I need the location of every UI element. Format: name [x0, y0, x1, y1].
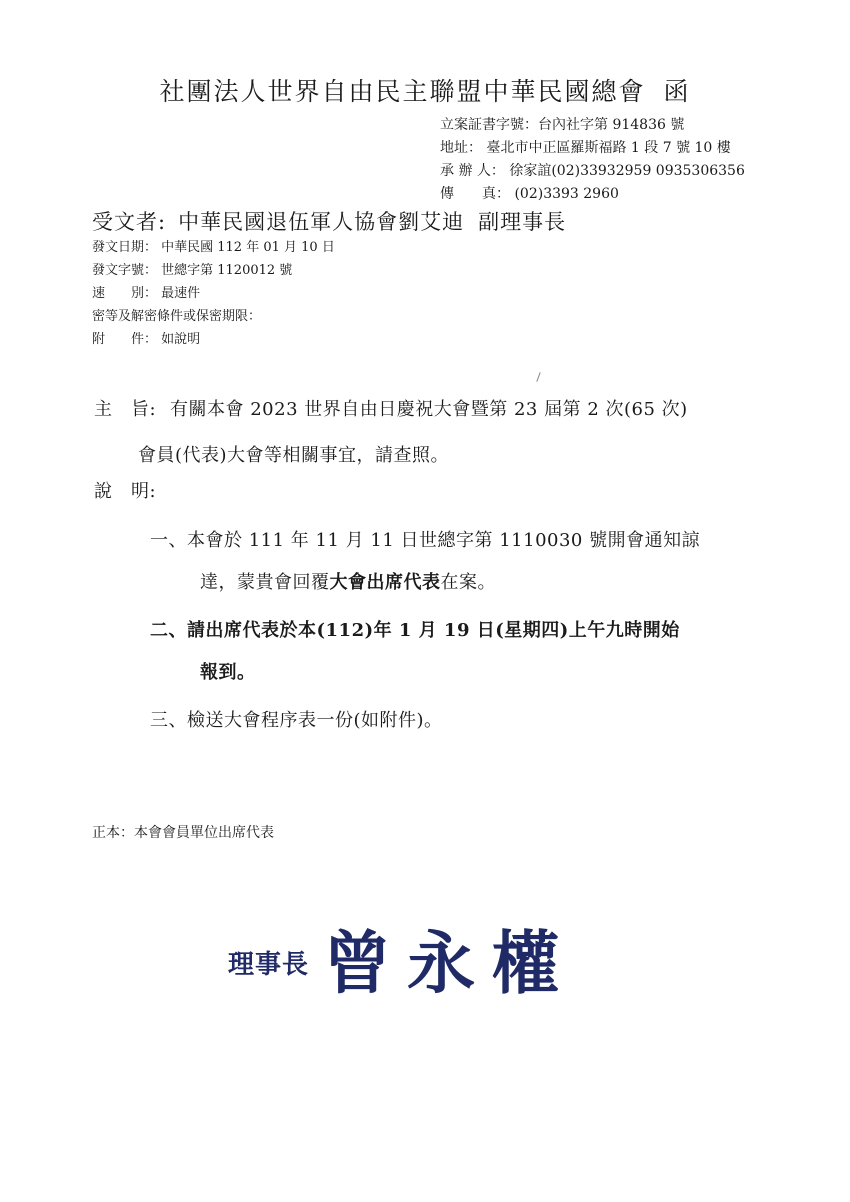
subject-section [94, 387, 688, 479]
item-2-number: 二、 [150, 620, 187, 641]
handler-contact: 承 辦 人： 徐家誼(02)33932959 0935306356 [440, 163, 745, 179]
item-2-line-2: 報到。 [200, 662, 256, 683]
item-3-line-1: 檢送大會程序表一份(如附件)。 [187, 710, 443, 731]
item-1-number: 一、 [150, 530, 187, 551]
explanation-item-3 [150, 700, 700, 742]
org-name: 社團法人世界自由民主聯盟中華民國總會 [159, 77, 646, 106]
signature-block [228, 910, 575, 1007]
signature-role: 理事長 [228, 950, 310, 980]
doc-type: 函 [663, 77, 691, 106]
document-title [0, 72, 850, 108]
org-address: 地址： 臺北市中正區羅斯福路 1 段 7 號 10 樓 [440, 140, 731, 156]
explanation-item-1 [150, 520, 700, 604]
recipient-label: 受文者: [92, 210, 167, 234]
signature-name: 曾永權 [323, 924, 576, 1004]
item-1-line-2c: 在案。 [440, 572, 496, 593]
secrecy-level: 密等及解密條件或保密期限： [92, 309, 262, 324]
recipient-role: 副理事長 [478, 210, 567, 234]
recipient-line [92, 206, 566, 236]
copy-to: 正本：本會會員單位出席代表 [92, 825, 274, 841]
subject-text-2: 會員(代表)大會等相關事宜，請查照。 [138, 445, 450, 466]
item-1-line-1: 本會於 111 年 11 月 11 日世總字第 1110030 號開會通知諒 [187, 530, 701, 551]
issue-date: 發文日期： 中華民國 112 年 01 月 10 日 [92, 240, 335, 255]
explanation-items [150, 520, 700, 748]
item-1-line-2b: 大會出席代表 [329, 572, 441, 593]
subject-line-2 [94, 433, 688, 479]
document-meta [92, 236, 335, 351]
subject-line-1 [94, 387, 688, 433]
subject-text-1: 有關本會 2023 世界自由日慶祝大會暨第 23 屆第 2 次(65 次) [170, 399, 688, 420]
fax-number: 傳 真： (02)3393 2960 [440, 186, 619, 202]
item-2-line-1: 請出席代表於本(112)年 1 月 19 日(星期四)上午九時開始 [187, 620, 680, 641]
org-info-block [440, 114, 745, 206]
scan-mark [536, 372, 540, 382]
doc-number: 發文字號： 世總字第 1120012 號 [92, 263, 293, 278]
recipient-name: 中華民國退伍軍人協會劉艾迪 [178, 210, 465, 234]
attachment-info: 附 件： 如說明 [92, 332, 201, 347]
speed-class: 速 別： 最速件 [92, 286, 201, 301]
item-3-number: 三、 [150, 710, 187, 731]
subject-head: 主 旨: [94, 399, 157, 420]
explanation-item-2 [150, 610, 700, 694]
explanation-head: 說 明: [94, 481, 157, 502]
cert-number: 立案証書字號：台內社字第 914836 號 [440, 117, 685, 133]
item-1-line-2a: 達，蒙貴會回覆 [200, 572, 330, 593]
